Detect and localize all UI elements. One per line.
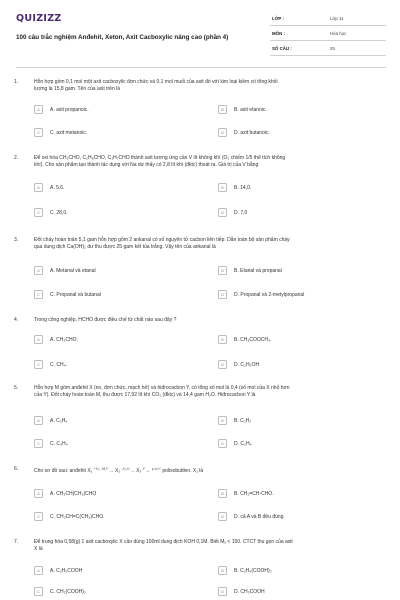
question-line: X là — [34, 546, 43, 553]
option-d[interactable] — [218, 127, 368, 138]
option-text: A. axit propanoic. — [50, 106, 89, 113]
question-number: 2. — [14, 155, 19, 161]
option-text: B. Etanal và propanal — [234, 267, 282, 274]
option-letter-box: B — [218, 183, 227, 192]
option-a[interactable] — [34, 488, 184, 499]
option-b[interactable] — [218, 565, 368, 576]
option-letter-box: D — [218, 587, 227, 596]
option-text: D. C₂H₄ — [234, 440, 252, 447]
question-line: Trong công nghiệp, HCHO được điều chế từ chất nào sau đây ? — [34, 317, 177, 323]
question-number: 4. — [14, 317, 19, 323]
option-letter-box: B — [218, 416, 227, 425]
question-line: lượng là 15,8 gam. Tên của axit trên là — [34, 86, 121, 93]
question-text — [34, 317, 386, 324]
logo-text: QUIZIZZ — [16, 12, 62, 24]
arrow-condition: t° — [142, 467, 146, 471]
option-c[interactable] — [34, 586, 184, 597]
option-text: D. cả A và B đều đúng — [234, 513, 284, 520]
option-text: C. Propanal và butanal — [50, 291, 101, 298]
option-text: C. CH₂(COOH)₂ — [50, 588, 86, 595]
option-letter-box: D — [218, 290, 227, 299]
page-title: 100 câu trắc nghiệm Anđehit, Xeton, Axit Cacboxylic nâng cao (phần 4) — [16, 34, 229, 41]
meta-value: Lớp 11 — [330, 15, 344, 21]
option-c[interactable] — [34, 127, 184, 138]
option-a[interactable] — [34, 334, 184, 345]
option-d[interactable] — [218, 207, 368, 218]
option-text: C. CH₄. — [50, 361, 68, 368]
meta-label: MÔN : — [272, 30, 285, 36]
option-b[interactable] — [218, 488, 368, 499]
option-text: D. CH₃COOH — [234, 588, 265, 595]
reaction-arrow: → — [108, 468, 114, 474]
worksheet-meta — [270, 11, 386, 56]
option-d[interactable] — [218, 586, 368, 597]
option-letter-box: D — [218, 512, 227, 521]
option-c[interactable] — [34, 207, 184, 218]
question-line: Cho sơ đồ sau: anđehit X₁ — [34, 468, 94, 474]
option-a[interactable] — [34, 104, 184, 115]
option-b[interactable] — [218, 415, 368, 426]
option-letter-box: A — [34, 105, 43, 114]
option-letter-box: D — [218, 439, 227, 448]
arrow-condition: +H₂, Ni,t° — [93, 467, 109, 471]
question-text — [34, 539, 386, 553]
option-letter-box: A — [34, 489, 43, 498]
option-text: A. C₂H₅COOH — [50, 567, 83, 574]
option-letter-box: B — [218, 566, 227, 575]
option-text: A. C₃H₆ — [50, 417, 68, 424]
quizizz-logo — [16, 12, 62, 24]
option-b[interactable] — [218, 182, 368, 193]
option-letter-box: B — [218, 335, 227, 344]
meta-row-subject — [270, 26, 386, 41]
header-divider — [16, 67, 386, 68]
option-letter-box: D — [218, 128, 227, 137]
meta-value: 25 — [330, 45, 335, 51]
option-letter-box: A — [34, 335, 43, 344]
option-letter-box: A — [34, 183, 43, 192]
option-a[interactable] — [34, 415, 184, 426]
option-b[interactable] — [218, 104, 368, 115]
question-number: 6. — [14, 466, 19, 472]
question-text — [34, 79, 386, 93]
worksheet-header — [0, 0, 400, 68]
reaction-arrow: → — [129, 468, 135, 474]
option-letter-box: A — [34, 416, 43, 425]
option-c[interactable] — [34, 289, 184, 300]
option-letter-box: C — [34, 128, 43, 137]
option-letter-box: B — [218, 489, 227, 498]
option-d[interactable] — [218, 438, 368, 449]
option-text: D. axit butanoic. — [234, 129, 270, 136]
option-text: A. CH₃CHO. — [50, 336, 78, 343]
option-text: C. C₃H₄ — [50, 440, 68, 447]
question-number: 7. — [14, 539, 19, 545]
option-letter-box: B — [218, 266, 227, 275]
option-text: C. CH₃CH=C(CH₃)CHO. — [50, 513, 105, 520]
option-text: B. C₂H₂ — [234, 417, 252, 424]
question-number: 1. — [14, 79, 19, 85]
option-a[interactable] — [34, 565, 184, 576]
option-a[interactable] — [34, 265, 184, 276]
question-text — [34, 237, 386, 251]
scheme-node: X₃ — [136, 468, 142, 474]
question-line: Hỗn hợp M gồm anđehit X (no, đơn chức, mạch hở) và hiđrocacbon Y, có tổng số mol là 0,4 (số mol của X nhỏ hơn — [34, 385, 290, 391]
option-text: A. Metanal và etanal — [50, 267, 96, 274]
question-line: Để oxi hóa CH₃CHO, C₂H₅CHO, C₃H₇CHO thành axit tương ứng cần V lít không khí (O₂ chiếm 1/5 thể tích không — [34, 155, 286, 161]
question-number: 5. — [14, 385, 19, 391]
option-text: A. 5,6. — [50, 184, 65, 191]
option-letter-box: C — [34, 587, 43, 596]
option-text: D. C₂H₅OH — [234, 361, 260, 368]
option-letter-box: A — [34, 566, 43, 575]
question-text — [34, 385, 386, 399]
scheme-node: X₂ — [115, 468, 121, 474]
option-text: B. 14,0. — [234, 184, 252, 191]
option-letter-box: D — [218, 360, 227, 369]
option-a[interactable] — [34, 182, 184, 193]
question-number: 3. — [14, 237, 19, 243]
option-text: D. Propanal và 2-metylpropanal — [234, 291, 305, 298]
option-b[interactable] — [218, 265, 368, 276]
option-b[interactable] — [218, 334, 368, 345]
option-text: C. 28,0. — [50, 209, 68, 216]
option-text: B. CH₃COOCH₃. — [234, 336, 272, 343]
question-line: Hỗn hợp gồm 0,1 mol một axit cacboxylic đơn chức và 0,1 mol muối của axit đó với kim loại kiềm có tổng khối — [34, 79, 278, 85]
question-text — [34, 468, 386, 475]
option-letter-box: D — [218, 208, 227, 217]
question-line: qua dung dịch Ca(OH)₂ dư thu được 25 gam kết tủa trắng. Vậy tên của ankanal là — [34, 244, 216, 251]
option-c[interactable] — [34, 359, 184, 370]
option-text: B. C₂H₄(COOH)₂ — [234, 567, 272, 574]
meta-label: SỐ CÂU : — [272, 45, 292, 51]
question-line: khí). Cho sản phẩm tạo thành tác dụng với Na dư thấy có 2,8 lít khí (đktc) thoát ra. Giá trị của V bằng — [34, 162, 259, 169]
option-letter-box: C — [34, 439, 43, 448]
option-d[interactable] — [218, 289, 368, 300]
option-c[interactable] — [34, 438, 184, 449]
question-line: của Y). Đốt cháy hoàn toàn M, thu được 17,92 lít khí CO₂ (đktc) và 14,4 gam H₂O. Hiđrocacbon Y là — [34, 392, 256, 399]
option-text: D. 7,0 — [234, 209, 248, 216]
option-c[interactable] — [34, 511, 184, 522]
question-line: Đốt cháy hoàn toàn 5,1 gam hỗn hợp gồm 2 ankanal có số nguyên tử cacbon liên tiếp. Dẫn toàn bộ sản phẩm cháy — [34, 237, 290, 243]
arrow-condition: p,xt,t° — [151, 467, 161, 471]
meta-row-count — [270, 41, 386, 56]
option-d[interactable] — [218, 511, 368, 522]
question-text — [34, 155, 386, 169]
option-text: B. CH₂=CH-CHO. — [234, 490, 274, 497]
option-letter-box: A — [34, 266, 43, 275]
reaction-arrow: → — [145, 468, 151, 474]
option-letter-box: C — [34, 208, 43, 217]
option-letter-box: C — [34, 512, 43, 521]
option-text: B. axit etanoic. — [234, 106, 267, 113]
meta-label: LỚP : — [272, 15, 284, 21]
meta-row-class — [270, 11, 386, 26]
option-text: C. axit metanoic. — [50, 129, 88, 136]
option-letter-box: B — [218, 105, 227, 114]
option-d[interactable] — [218, 359, 368, 370]
option-letter-box: C — [34, 360, 43, 369]
option-text: A. CH₃CH(CH₃)CHO — [50, 490, 97, 497]
option-letter-box: C — [34, 290, 43, 299]
question-line: Để trung hòa 0,58(g) 1 axit cacboxylic X cần dùng 100ml dung dịch KOH 0,1M. Biết Mₓ < 150. CTCT thu gọn của axit — [34, 539, 293, 545]
meta-value: Hóa học — [330, 30, 347, 36]
scheme-node: polisobutilen. X₁ là — [162, 468, 204, 474]
arrow-condition: -H₂O — [121, 467, 130, 471]
